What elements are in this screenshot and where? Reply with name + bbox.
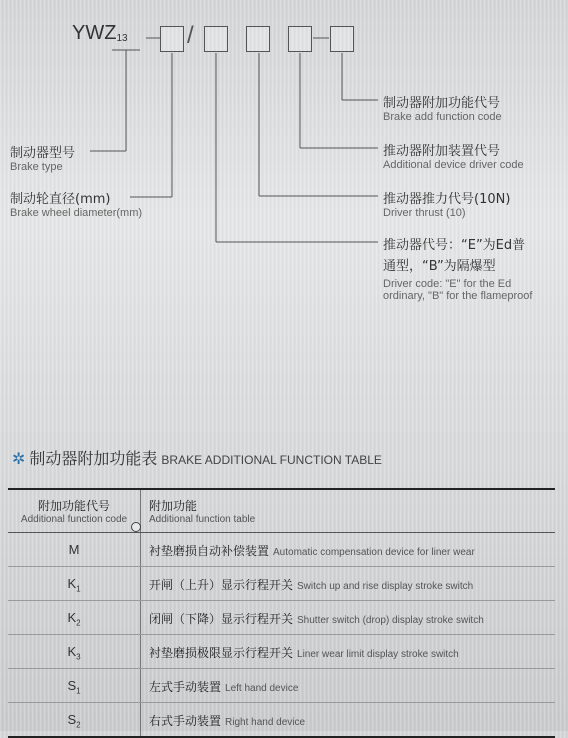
label-driver-thrust: [383, 188, 510, 219]
header-function-en: Additional function table: [149, 514, 256, 525]
code-slash: /: [187, 22, 194, 49]
snowflake-icon: ✲: [12, 449, 26, 468]
model-code-text: YWZ: [72, 22, 117, 44]
driver-code-zh-line1: 推动器代号：“E”为Ed普: [383, 238, 526, 253]
function-code-cell: [8, 533, 141, 567]
function-code: [67, 678, 81, 696]
add-function-en: Brake add function code: [383, 111, 502, 123]
function-desc-cell: [141, 703, 556, 738]
code-box-driver: [204, 26, 228, 52]
function-code-cell: [8, 567, 141, 601]
driver-code-en-line1: Driver code: "E" for the Ed: [383, 278, 512, 290]
table-row: [8, 567, 555, 601]
function-desc-en: Liner wear limit display stroke switch: [297, 649, 459, 660]
code-box-add-function: [330, 26, 354, 52]
function-desc-zh: 衬垫磨损极限显示行程开关: [149, 646, 294, 660]
function-code-letter: K: [67, 644, 77, 660]
label-add-function: [383, 92, 502, 123]
label-wheel-diameter: [10, 188, 142, 219]
table-row: [8, 703, 555, 738]
function-code-subscript: 3: [76, 652, 81, 662]
table-divider-dot: [131, 522, 141, 532]
table-row: [8, 635, 555, 669]
function-code: [67, 644, 81, 662]
function-desc-en: Switch up and rise display stroke switch: [297, 581, 474, 592]
function-code-subscript: 1: [76, 584, 81, 594]
function-desc-cell: [141, 567, 556, 601]
function-desc-cell: [141, 635, 556, 669]
model-code: [72, 22, 128, 45]
model-code-subscript: 13: [116, 33, 128, 44]
header-function: [141, 489, 556, 533]
function-table: [8, 488, 555, 738]
code-box-wheel-diameter: [160, 26, 184, 52]
function-desc-en: Shutter switch (drop) display stroke switch: [297, 615, 484, 626]
function-code-letter: K: [67, 610, 77, 626]
table-row: [8, 533, 555, 567]
header-function-zh: 附加功能: [149, 499, 198, 513]
function-desc-cell: [141, 669, 556, 703]
function-desc-zh: 闭闸（下降）显示行程开关: [149, 612, 294, 626]
driver-code-zh-line2: 通型，“B”为隔爆型: [383, 259, 496, 274]
section-title-zh: 制动器附加功能表: [29, 449, 158, 468]
function-code-cell: [8, 635, 141, 669]
wheel-diameter-zh: 制动轮直径(mm): [10, 192, 111, 207]
label-device-driver: [383, 140, 524, 171]
function-code-letter: K: [67, 576, 77, 592]
function-code: [67, 576, 81, 594]
brake-type-zh: 制动器型号: [10, 146, 76, 161]
section-title: [12, 446, 382, 469]
function-code-cell: [8, 703, 141, 738]
driver-code-en-line2: ordinary, "B" for the flameproof: [383, 290, 533, 302]
function-desc-cell: [141, 533, 556, 567]
add-function-zh: 制动器附加功能代号: [383, 96, 501, 111]
function-desc-en: Left hand device: [225, 683, 299, 694]
table-header-row: [8, 489, 555, 533]
function-desc-zh: 右式手动装置: [149, 714, 222, 728]
function-code: [67, 712, 81, 730]
function-code-cell: [8, 601, 141, 635]
function-code-subscript: 2: [76, 618, 81, 628]
table-row: [8, 669, 555, 703]
function-code: [67, 610, 81, 628]
section-title-en: BRAKE ADDITIONAL FUNCTION TABLE: [161, 453, 382, 467]
header-code-en: Additional function code: [20, 514, 128, 525]
header-code-zh: 附加功能代号: [37, 499, 110, 513]
code-box-thrust: [246, 26, 270, 52]
device-driver-zh: 推动器附加装置代号: [383, 144, 501, 159]
label-driver-code: [383, 234, 532, 302]
function-desc-zh: 开闸（上升）显示行程开关: [149, 578, 294, 592]
function-code-subscript: 2: [76, 720, 81, 730]
function-desc-cell: [141, 601, 556, 635]
function-code-subscript: 1: [76, 686, 81, 696]
wheel-diameter-en: Brake wheel diameter(mm): [10, 207, 143, 219]
function-desc-en: Right hand device: [225, 717, 306, 728]
table-row: [8, 601, 555, 635]
driver-thrust-en: Driver thrust (10): [383, 207, 466, 219]
function-code-letter: S: [67, 712, 77, 728]
function-code: [69, 542, 80, 557]
function-code-letter: S: [67, 678, 77, 694]
function-desc-en: Automatic compensation device for liner wear: [273, 547, 475, 558]
driver-thrust-zh: 推动器推力代号(10N): [383, 192, 511, 207]
function-code-cell: [8, 669, 141, 703]
header-code: [8, 489, 141, 533]
function-desc-zh: 衬垫磨损自动补偿装置: [149, 544, 270, 558]
label-brake-type: [10, 142, 75, 173]
code-box-device: [288, 26, 312, 52]
function-code-letter: M: [68, 542, 80, 558]
device-driver-en: Additional device driver code: [383, 159, 524, 171]
function-desc-zh: 左式手动装置: [149, 680, 222, 694]
brake-type-en: Brake type: [10, 161, 63, 173]
